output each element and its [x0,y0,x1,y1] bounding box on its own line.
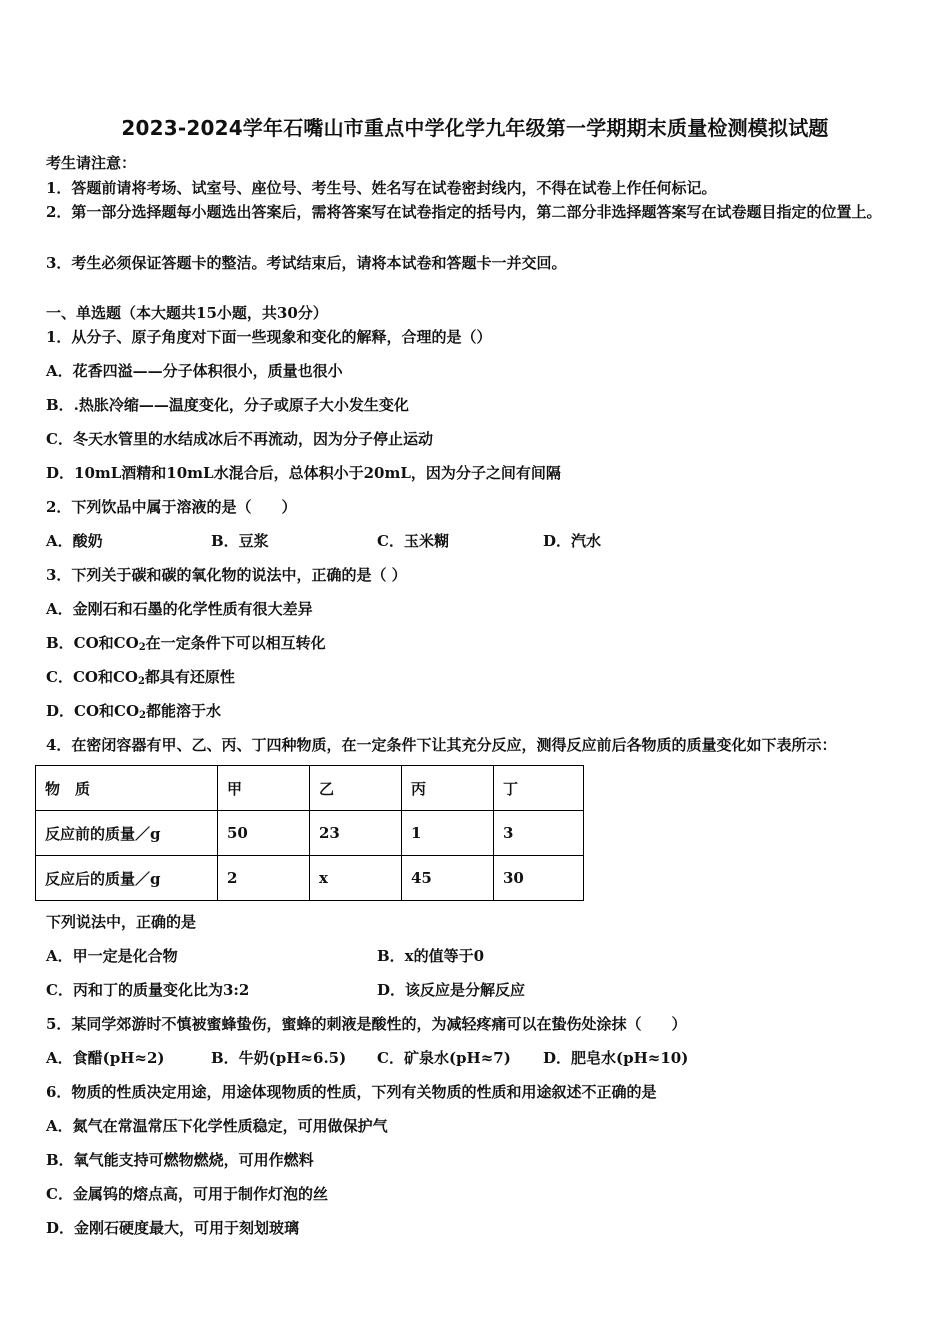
table-header-cell: 丁 [494,766,584,811]
q3-option-c: C．CO和$CO_2$都具有还原性 [46,668,235,687]
q6-option-d: D．金刚石硬度最大，可用于刻划玻璃 [46,1219,300,1237]
q2-stem: 2．下列饮品中属于溶液的是（ ） [46,498,297,516]
table-header-cell: 丙 [402,766,494,811]
q6-stem: 6．物质的性质决定用途，用途体现物质的性质，下列有关物质的性质和用途叙述不正确的是 [46,1083,657,1101]
notice-item-3: 3．考生必须保证答题卡的整洁。考试结束后，请将本试卷和答题卡一并交回。 [46,254,567,272]
notice-item-1: 1．答题前请将考场、试室号、座位号、考生号、姓名写在试卷密封线内，不得在试卷上作任何标记。 [46,179,717,197]
q5-option-c: C．矿泉水(pH≈7) [377,1049,511,1067]
q4-option-b: B．x的值等于0 [377,947,485,965]
q2-option-c: C．玉米糊 [377,532,449,550]
q4-stem: 4．在密闭容器有甲、乙、丙、丁四种物质，在一定条件下让其充分反应，测得反应前后各物质的质量变化如下表所示： [46,736,837,754]
q3-option-b: B．CO和$CO_2$在一定条件下可以相互转化 [46,634,326,653]
q5-option-a: A．食醋(pH≈2) [46,1049,165,1067]
q1-option-b: B．.热胀冷缩——温度变化，分子或原子大小发生变化 [46,396,409,414]
q6-option-b: B．氧气能支持可燃物燃烧，可用作燃料 [46,1151,314,1169]
q2-option-b: B．豆浆 [211,532,269,550]
q1-option-c: C．冬天水管里的水结成冰后不再流动，因为分子停止运动 [46,430,433,448]
table-cell: 反应后的质量／g [36,856,218,901]
table-header-cell: 乙 [310,766,402,811]
notice-item-2: 2．第一部分选择题每小题选出答案后，需将答案写在试卷指定的括号内，第二部分非选择题答案写在试卷题目指定的位置上。 [46,203,882,221]
table-header-row [36,766,584,811]
q6-option-c: C．金属钨的熔点高，可用于制作灯泡的丝 [46,1185,328,1203]
q1-option-d: D．10mL酒精和10mL水混合后，总体积小于20mL，因为分子之间有间隔 [46,464,561,482]
table-row [36,811,584,856]
table-cell: 3 [494,811,584,856]
q4-option-c: C．丙和丁的质量变化比为3:2 [46,981,250,999]
section-heading: 一、单选题（本大题共15小题，共30分） [46,304,328,322]
q5-stem: 5．某同学郊游时不慎被蜜蜂蛰伤，蜜蜂的刺液是酸性的，为减轻疼痛可以在蛰伤处涂抹（ ） [46,1015,687,1033]
table-header-cell: 甲 [218,766,310,811]
q5-option-d: D．肥皂水(pH≈10) [543,1049,689,1067]
q4-option-a: A．甲一定是化合物 [46,947,178,965]
q3-option-d: D．CO和$CO_2$都能溶于水 [46,702,222,721]
table-header-cell: 物 质 [36,766,218,811]
table-cell: 50 [218,811,310,856]
notice-heading: 考生请注意： [46,154,137,172]
q1-option-a: A．花香四溢——分子体积很小，质量也很小 [46,362,343,380]
table-cell: x [310,856,402,901]
q2-option-a: A．酸奶 [46,532,103,550]
table-cell: 23 [310,811,402,856]
q6-option-a: A．氮气在常温常压下化学性质稳定，可用做保护气 [46,1117,388,1135]
table-cell: 反应前的质量／g [36,811,218,856]
mass-change-table [35,765,584,901]
q4-option-d: D．该反应是分解反应 [377,981,526,999]
q3-stem: 3．下列关于碳和碳的氧化物的说法中，正确的是（ ） [46,566,407,584]
q3-option-a: A．金刚石和石墨的化学性质有很大差异 [46,600,313,618]
table-cell: 1 [402,811,494,856]
table-cell: 2 [218,856,310,901]
table-row [36,856,584,901]
table-cell: 30 [494,856,584,901]
q5-option-b: B．牛奶(pH≈6.5) [211,1049,347,1067]
q4-prompt: 下列说法中，正确的是 [46,913,197,931]
exam-title: 2023-2024学年石嘴山市重点中学化学九年级第一学期期末质量检测模拟试题 [121,116,829,140]
q1-stem: 1．从分子、原子角度对下面一些现象和变化的解释，合理的是（） [46,328,492,346]
q2-option-d: D．汽水 [543,532,602,550]
table-cell: 45 [402,856,494,901]
